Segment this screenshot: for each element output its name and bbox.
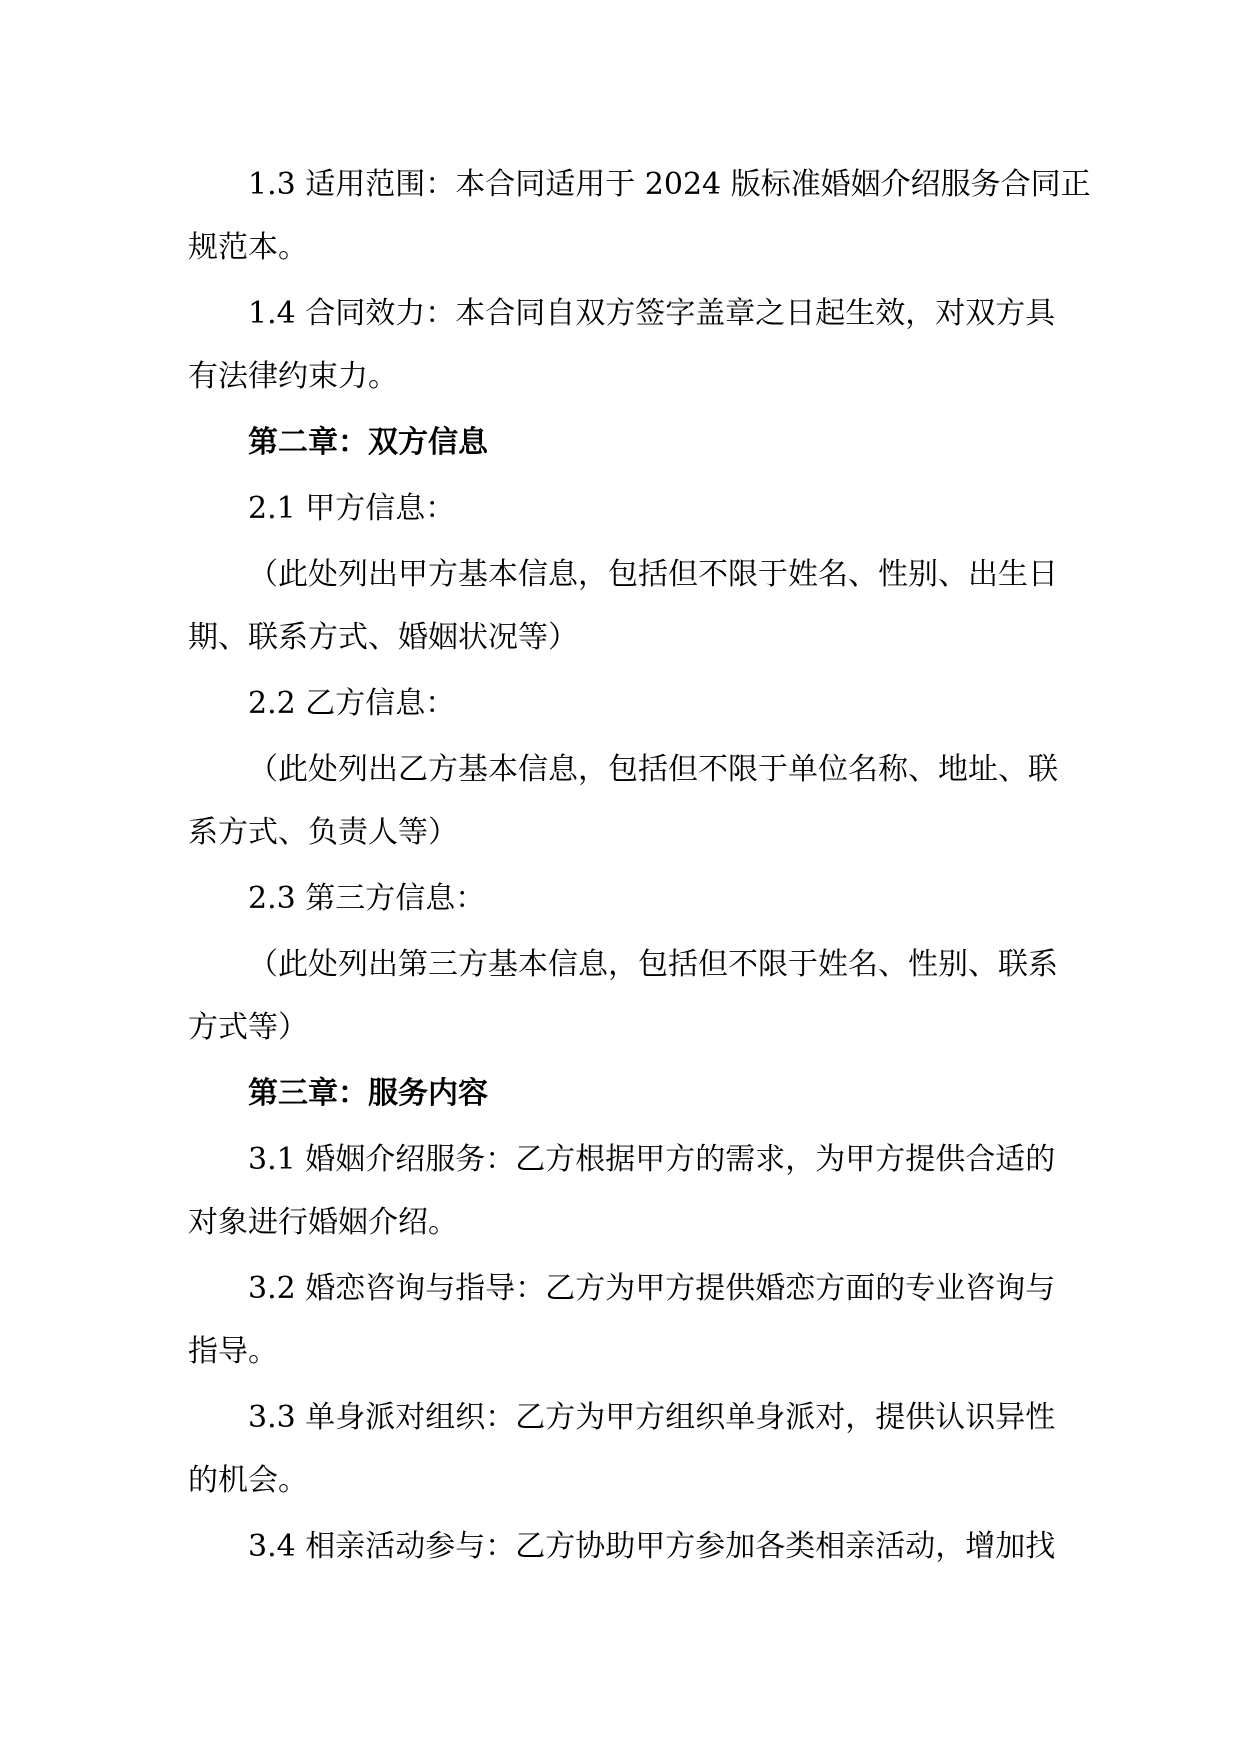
paragraph-clause-2-3-note <box>188 933 1058 1059</box>
text-line: 1.4 合同效力：本合同自双方签字盖章之日起生效，对双方具 <box>248 296 1056 331</box>
text-line: 1.3 适用范围：本合同适用于 2024 版标准婚姻介绍服务合同正 <box>248 167 1091 202</box>
text-line: 2.2 乙方信息： <box>248 686 456 721</box>
paragraph-clause-3-3 <box>188 1386 1054 1512</box>
chapter-3-heading <box>188 1062 1054 1125</box>
paragraph-clause-2-1-note <box>188 543 1058 669</box>
text-line: 指导。 <box>188 1334 278 1369</box>
text-line: （此处列出乙方基本信息，包括但不限于单位名称、地址、联 <box>248 752 1058 787</box>
heading-line: 第三章：服务内容 <box>248 1076 488 1111</box>
paragraph-clause-2-2-note <box>188 738 1058 864</box>
text-line: 3.2 婚恋咨询与指导：乙方为甲方提供婚恋方面的专业咨询与 <box>248 1271 1056 1306</box>
text-line: 方式等） <box>188 1010 308 1045</box>
paragraph-clause-2-2 <box>188 672 1054 735</box>
text-line: 3.4 相亲活动参与：乙方协助甲方参加各类相亲活动，增加找 <box>248 1529 1056 1564</box>
text-line: 3.3 单身派对组织：乙方为甲方组织单身派对，提供认识异性 <box>248 1400 1056 1435</box>
text-line: 3.1 婚姻介绍服务：乙方根据甲方的需求，为甲方提供合适的 <box>248 1142 1056 1177</box>
paragraph-clause-3-4 <box>188 1515 1054 1578</box>
text-line: （此处列出甲方基本信息，包括但不限于姓名、性别、出生日 <box>248 557 1058 592</box>
paragraph-clause-1-4 <box>188 282 1054 408</box>
text-line: 系方式、负责人等） <box>188 815 458 850</box>
paragraph-clause-2-1 <box>188 477 1054 540</box>
paragraph-clause-3-2 <box>188 1257 1054 1383</box>
paragraph-clause-2-3 <box>188 867 1054 930</box>
paragraph-clause-3-1 <box>188 1128 1054 1254</box>
heading-line: 第二章：双方信息 <box>248 425 488 460</box>
text-line: （此处列出第三方基本信息，包括但不限于姓名、性别、联系 <box>248 947 1058 982</box>
text-line: 的机会。 <box>188 1463 308 1498</box>
text-line: 2.1 甲方信息： <box>248 491 456 526</box>
text-line: 期、联系方式、婚姻状况等） <box>188 620 578 655</box>
text-line: 2.3 第三方信息： <box>248 881 486 916</box>
paragraph-clause-1-3 <box>188 153 1091 279</box>
text-line: 有法律约束力。 <box>188 359 398 394</box>
text-line: 规范本。 <box>188 230 308 265</box>
text-line: 对象进行婚姻介绍。 <box>188 1205 458 1240</box>
chapter-2-heading <box>188 411 1054 474</box>
